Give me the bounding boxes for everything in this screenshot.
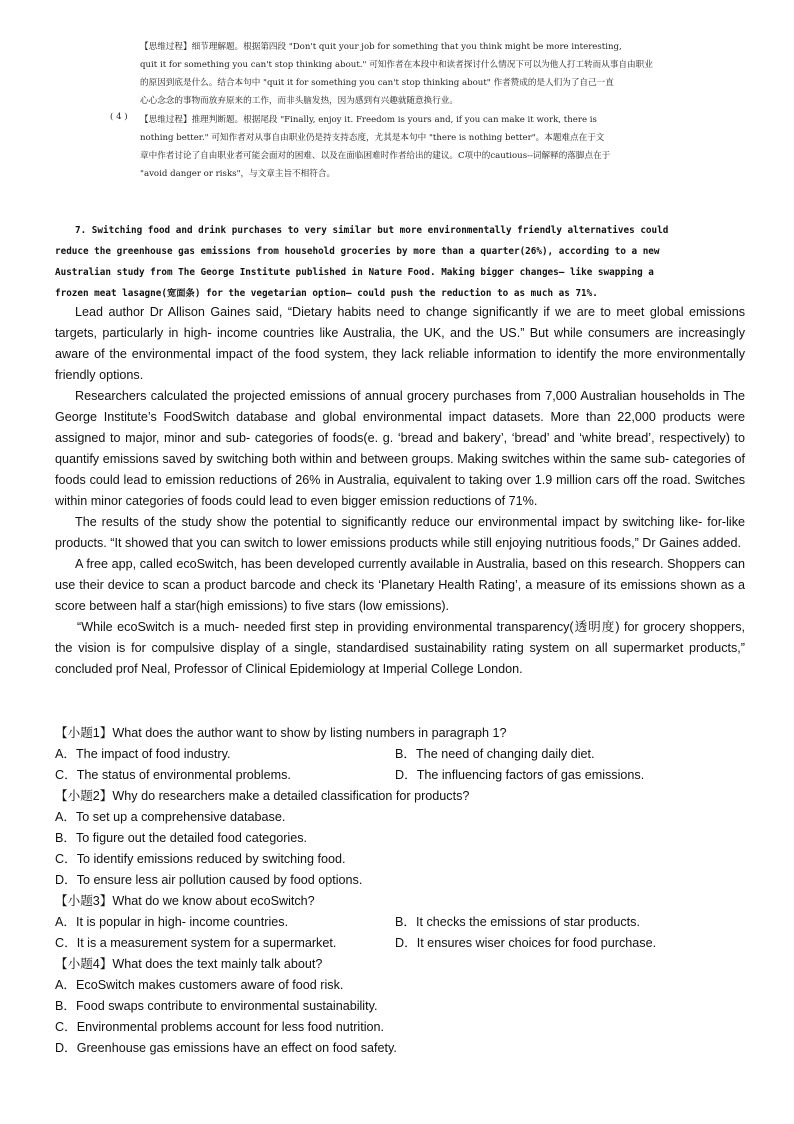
option-a: A．The impact of food industry. xyxy=(55,747,231,761)
passage-intro-line: reduce the greenhouse gas emissions from household groceries by more than a quarter(26%), according to a new xyxy=(55,246,660,257)
passage-body xyxy=(55,302,745,680)
option-d: D．It ensures wiser choices for food purchase. xyxy=(395,936,657,950)
option-c: C．It is a measurement system for a supermarket. xyxy=(55,936,337,950)
option-a: A．It is popular in high- income countries. xyxy=(55,915,289,929)
question-stem: 【小题4】What does the text mainly talk about? xyxy=(55,957,323,971)
question-stem: 【小题3】What do we know about ecoSwitch? xyxy=(55,894,315,908)
option-b: B．Food swaps contribute to environmental sustainability. xyxy=(55,999,378,1013)
question-options xyxy=(55,912,745,954)
analysis-item-4-number: ( 4 ) xyxy=(110,112,128,122)
passage-paragraph: The results of the study show the potential to significantly reduce our environmental impact by switching like- for-like products. “It showed that you can switch to lower emissions products while still enjoying nutritious foods,” Dr Gaines added. xyxy=(55,515,745,550)
passage-intro-line: frozen meat lasagne(宽面条) for the vegetarian option— could push the reduction to as much as 71%. xyxy=(55,288,598,299)
option-c: C．To identify emissions reduced by switching food. xyxy=(55,852,346,866)
question-options xyxy=(55,744,745,786)
passage-intro-line: 7. Switching food and drink purchases to very similar but more environmentally friendly alternatives could xyxy=(75,225,669,236)
option-d: D．The influencing factors of gas emissions. xyxy=(395,768,645,782)
option-b: B．To figure out the detailed food categories. xyxy=(55,831,308,845)
question-3 xyxy=(55,891,745,954)
question-4 xyxy=(55,954,745,1059)
passage-intro-line: Australian study from The George Institute published in Nature Food. Making bigger changes— like swapping a xyxy=(55,267,654,278)
analysis-line: "avoid danger or risks"，与文章主旨不相符合。 xyxy=(140,169,336,179)
analysis-line: 心心念念的事物而放弃原来的工作，而非头脑发热，因为感到有兴趣就随意换行业。 xyxy=(140,96,458,106)
option-a: A．EcoSwitch makes customers aware of food risk. xyxy=(55,978,344,992)
analysis-line: quit it for something you can't stop thinking about." 可知作者在本段中和读者探讨什么情况下可以为他人打工转而从事自由职业 xyxy=(140,60,653,70)
question-stem: 【小题1】What does the author want to show by listing numbers in paragraph 1? xyxy=(55,726,507,740)
passage-paragraph: Researchers calculated the projected emissions of annual grocery purchases from 7,000 Australian households in The George Institute’s FoodSwitch database and global environmental impact datasets. More than 22,000 products were assigned to major, minor and sub- categories of foods(e. g. ‘bread and bakery’, ‘bread’ and ‘white bread’, respectively) to quantify emissions saved by switching both within and between groups. Making switches within the same sub- categories of foods could lead to emission reductions of 26% in Australia, equivalent to taking over 1.9 million cars off the road. Switches within minor categories of foods could lead to even bigger emission reductions of 71%. xyxy=(55,389,745,508)
passage-paragraph: Lead author Dr Allison Gaines said, “Dietary habits need to change significantly if we are to meet global emissions targets, particularly in high- income countries like Australia, the UK, and the US.” But while consumers are increasingly aware of the environmental impact of the food system, they lack reliable information to identify the more environmentally friendly options. xyxy=(55,305,745,382)
question-1 xyxy=(55,723,745,786)
passage-paragraph: A free app, called ecoSwitch, has been developed currently available in Australia, based on this research. Shoppers can use their device to scan a product barcode and check its ‘Planetary Health Rating’, a measure of its emissions shown as a score between half a star(high emissions) to five stars (low emissions). xyxy=(55,557,745,613)
analysis-line: 章中作者讨论了自由职业者可能会面对的困难、以及在面临困难时作者给出的建议。C项中的cautious--词解释的落脚点在于 xyxy=(140,151,611,161)
analysis-line: 的原因到底是什么。结合本句中 "quit it for something you can't stop thinking about" 作者赞成的是人们为了自己一直 xyxy=(140,78,614,88)
passage-paragraph: “While ecoSwitch is a much- needed first step in providing environmental transparency(透明度) for grocery shoppers, the vision is for compulsive display of a single, standardised sustainability rating system on all supermarket products,” concluded prof Neal, Professor of Clinical Epidemiology at Imperial College London. xyxy=(55,620,745,676)
option-d: D．Greenhouse gas emissions have an effect on food safety. xyxy=(55,1041,397,1055)
analysis-line: nothing better." 可知作者对从事自由职业仍是持支持态度，尤其是本句中 "there is nothing better"。本题难点在于文 xyxy=(140,133,605,143)
question-2 xyxy=(55,786,745,891)
option-d: D．To ensure less air pollution caused by food options. xyxy=(55,873,363,887)
analysis-line: 【思维过程】细节理解题。根据第四段 "Don't quit your job for something that you think might be more interesting, xyxy=(140,42,622,52)
option-b: B．It checks the emissions of star products. xyxy=(395,915,640,929)
analysis-item-4 xyxy=(140,111,740,183)
option-b: B．The need of changing daily diet. xyxy=(395,747,595,761)
question-list xyxy=(55,723,745,1059)
analysis-line: 【思维过程】推理判断题。根据尾段 "Finally, enjoy it. Freedom is yours and, if you can make it work, there is xyxy=(140,115,597,125)
option-c: C．The status of environmental problems. xyxy=(55,768,291,782)
analysis-item-3 xyxy=(140,38,740,110)
option-c: C．Environmental problems account for less food nutrition. xyxy=(55,1020,384,1034)
passage-intro xyxy=(55,220,745,304)
option-a: A．To set up a comprehensive database. xyxy=(55,810,286,824)
question-stem: 【小题2】Why do researchers make a detailed classification for products? xyxy=(55,789,470,803)
